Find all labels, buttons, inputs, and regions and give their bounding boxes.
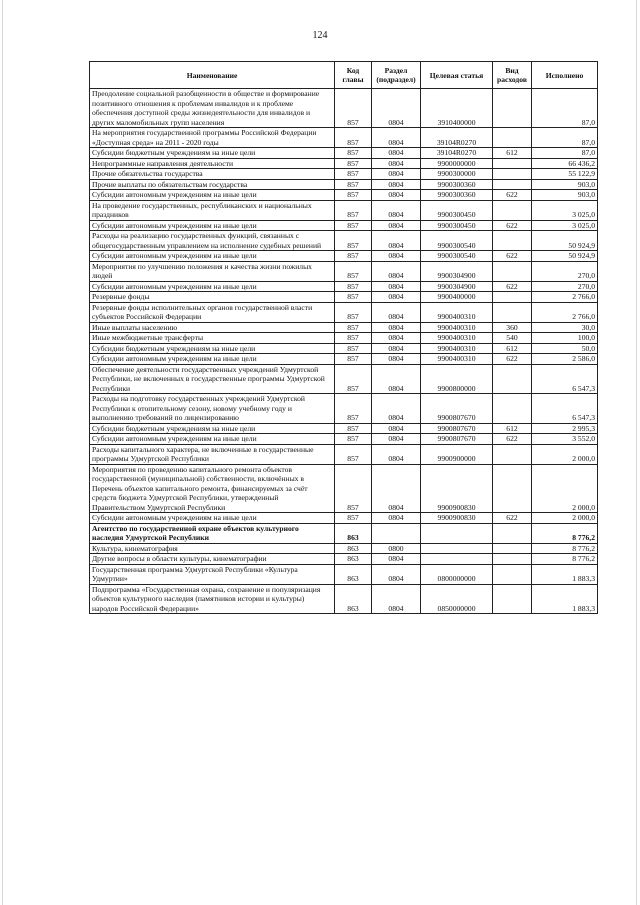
cell-article: 9900304900 <box>421 281 493 292</box>
cell-code: 857 <box>335 89 372 128</box>
cell-type <box>493 292 532 303</box>
table-row <box>90 148 598 159</box>
cell-type <box>493 169 532 180</box>
cell-section: 0804 <box>372 281 421 292</box>
page-number: 124 <box>312 30 328 41</box>
cell-executed: 2 586,0 <box>532 354 598 365</box>
cell-article: 39104R0270 <box>421 128 493 148</box>
cell-name: На мероприятия государственной программы Российской Федерации «Доступная среда» на 2011 - 2020 годы <box>90 128 335 148</box>
cell-code: 863 <box>335 564 372 584</box>
cell-type: 540 <box>493 333 532 344</box>
cell-name: Агентство по государственной охране объектов культурного наследия Удмуртской Республики <box>90 523 335 543</box>
cell-article: 9900800000 <box>421 364 493 394</box>
cell-code: 863 <box>335 543 372 554</box>
cell-section: 0804 <box>372 584 421 614</box>
header-name: Наименование <box>90 62 335 89</box>
cell-executed: 100,0 <box>532 333 598 344</box>
cell-code: 857 <box>335 190 372 201</box>
cell-code: 857 <box>335 261 372 281</box>
cell-name: Субсидии автономным учреждениям на иные цели <box>90 513 335 524</box>
cell-code: 857 <box>335 423 372 434</box>
cell-article: 9900900830 <box>421 464 493 513</box>
cell-type <box>493 523 532 543</box>
cell-section: 0804 <box>372 333 421 344</box>
cell-type: 622 <box>493 513 532 524</box>
table-row <box>90 251 598 262</box>
header-type: Вид расходов <box>493 62 532 89</box>
cell-executed: 3 025,0 <box>532 220 598 231</box>
table-row <box>90 513 598 524</box>
cell-article: 9900400000 <box>421 292 493 303</box>
cell-code: 857 <box>335 231 372 251</box>
cell-code: 857 <box>335 148 372 159</box>
cell-executed: 270,0 <box>532 261 598 281</box>
cell-executed: 270,0 <box>532 281 598 292</box>
cell-executed: 2 995,3 <box>532 423 598 434</box>
cell-type <box>493 564 532 584</box>
cell-name: Прочие обязательства государства <box>90 169 335 180</box>
cell-section: 0804 <box>372 434 421 445</box>
cell-executed: 87,0 <box>532 128 598 148</box>
cell-executed: 6 547,3 <box>532 394 598 424</box>
cell-article: 9900300360 <box>421 190 493 201</box>
cell-type <box>493 584 532 614</box>
cell-name: Резервные фонды <box>90 292 335 303</box>
table-row <box>90 444 598 464</box>
scan-edge-left <box>2 0 3 905</box>
table-row <box>90 354 598 365</box>
cell-section: 0804 <box>372 89 421 128</box>
cell-section: 0804 <box>372 564 421 584</box>
cell-section: 0804 <box>372 220 421 231</box>
cell-code: 857 <box>335 394 372 424</box>
table-row <box>90 554 598 565</box>
cell-executed: 50 924,9 <box>532 251 598 262</box>
cell-code: 863 <box>335 554 372 565</box>
cell-article: 9900400310 <box>421 322 493 333</box>
table-row <box>90 343 598 354</box>
cell-section: 0804 <box>372 190 421 201</box>
cell-code: 863 <box>335 523 372 543</box>
cell-code: 857 <box>335 220 372 231</box>
cell-article: 9900400310 <box>421 302 493 322</box>
header-code: Код главы <box>335 62 372 89</box>
cell-type: 622 <box>493 354 532 365</box>
table-row <box>90 292 598 303</box>
cell-section: 0804 <box>372 394 421 424</box>
cell-section: 0804 <box>372 200 421 220</box>
cell-name: Субсидии автономным учреждениям на иные цели <box>90 251 335 262</box>
cell-name: Иные выплаты населению <box>90 322 335 333</box>
cell-section: 0804 <box>372 128 421 148</box>
cell-executed: 903,0 <box>532 179 598 190</box>
cell-name: Государственная программа Удмуртской Республики «Культура Удмуртии» <box>90 564 335 584</box>
cell-section: 0804 <box>372 444 421 464</box>
cell-type <box>493 543 532 554</box>
cell-executed: 8 776,2 <box>532 554 598 565</box>
cell-article: 9900304900 <box>421 261 493 281</box>
cell-section: 0804 <box>372 354 421 365</box>
table-row <box>90 423 598 434</box>
cell-article: 9900300360 <box>421 179 493 190</box>
cell-type <box>493 200 532 220</box>
table-row <box>90 89 598 128</box>
cell-type: 622 <box>493 281 532 292</box>
cell-code: 857 <box>335 169 372 180</box>
cell-name: Подпрограмма «Государственная охрана, сохранение и популяризация объектов культурного наследия (памятников истории и культуры) народов Российской Федерации» <box>90 584 335 614</box>
cell-type <box>493 89 532 128</box>
cell-executed: 66 436,2 <box>532 158 598 169</box>
cell-type <box>493 444 532 464</box>
cell-name: Иные межбюджетные трансферты <box>90 333 335 344</box>
cell-executed: 87,0 <box>532 89 598 128</box>
table-row <box>90 564 598 584</box>
cell-name: Субсидии автономным учреждениям на иные цели <box>90 190 335 201</box>
cell-code: 857 <box>335 322 372 333</box>
table-row <box>90 364 598 394</box>
cell-section: 0804 <box>372 464 421 513</box>
table-row <box>90 231 598 251</box>
budget-execution-table <box>89 61 598 614</box>
cell-type <box>493 158 532 169</box>
cell-article: 9900000000 <box>421 158 493 169</box>
cell-section: 0800 <box>372 543 421 554</box>
cell-code: 857 <box>335 128 372 148</box>
table-row <box>90 302 598 322</box>
cell-code: 857 <box>335 333 372 344</box>
cell-executed: 3 552,0 <box>532 434 598 445</box>
cell-executed: 50,0 <box>532 343 598 354</box>
cell-name: Субсидии автономным учреждениям на иные цели <box>90 281 335 292</box>
table-row <box>90 394 598 424</box>
cell-name: Непрограммные направления деятельности <box>90 158 335 169</box>
cell-section: 0804 <box>372 364 421 394</box>
cell-name: Прочие выплаты по обязательствам государства <box>90 179 335 190</box>
table-row <box>90 434 598 445</box>
cell-article: 3910400000 <box>421 89 493 128</box>
table-row <box>90 322 598 333</box>
cell-article: 9900807670 <box>421 394 493 424</box>
cell-executed: 8 776,2 <box>532 543 598 554</box>
cell-section: 0804 <box>372 169 421 180</box>
cell-executed: 55 122,9 <box>532 169 598 180</box>
cell-executed: 2 000,0 <box>532 444 598 464</box>
scan-edge-right <box>636 0 637 905</box>
cell-type <box>493 128 532 148</box>
cell-name: Расходы капитального характера, не включенные в государственные программы Удмуртской Республики <box>90 444 335 464</box>
cell-type: 360 <box>493 322 532 333</box>
cell-name: Субсидии бюджетным учреждениям на иные цели <box>90 148 335 159</box>
cell-type: 612 <box>493 423 532 434</box>
cell-executed: 30,0 <box>532 322 598 333</box>
cell-name: Расходы на реализацию государственных функций, связанных с общегосударственным управлением на исполнение судебных решений <box>90 231 335 251</box>
cell-code: 857 <box>335 179 372 190</box>
cell-article: 0850000000 <box>421 584 493 614</box>
table-header-row <box>90 62 598 89</box>
cell-executed: 2 766,0 <box>532 292 598 303</box>
cell-article: 9900300000 <box>421 169 493 180</box>
cell-section: 0804 <box>372 423 421 434</box>
cell-type: 612 <box>493 148 532 159</box>
cell-section <box>372 523 421 543</box>
cell-executed: 50 924,9 <box>532 231 598 251</box>
cell-name: Преодоление социальной разобщенности в обществе и формирование позитивного отношения к проблемам инвалидов и к проблеме обеспечения доступной среды жизнедеятельности для инвалидов и других маломобильных групп населения <box>90 89 335 128</box>
cell-section: 0804 <box>372 251 421 262</box>
table-row <box>90 543 598 554</box>
cell-code: 857 <box>335 302 372 322</box>
cell-name: Субсидии автономным учреждениям на иные цели <box>90 434 335 445</box>
cell-section: 0804 <box>372 513 421 524</box>
table-row <box>90 261 598 281</box>
cell-name: На проведение государственных, республиканских и национальных праздников <box>90 200 335 220</box>
table-body <box>90 89 598 614</box>
table-row <box>90 333 598 344</box>
cell-section: 0804 <box>372 158 421 169</box>
cell-article: 9900900000 <box>421 444 493 464</box>
cell-executed: 6 547,3 <box>532 364 598 394</box>
cell-type: 622 <box>493 220 532 231</box>
cell-article <box>421 543 493 554</box>
cell-article: 9900300450 <box>421 220 493 231</box>
header-article: Целевая статья <box>421 62 493 89</box>
table-row <box>90 281 598 292</box>
cell-executed: 2 000,0 <box>532 464 598 513</box>
cell-article: 9900400310 <box>421 354 493 365</box>
cell-code: 857 <box>335 434 372 445</box>
cell-name: Резервные фонды исполнительных органов государственной власти субъектов Российской Федерации <box>90 302 335 322</box>
cell-article <box>421 554 493 565</box>
cell-type: 612 <box>493 343 532 354</box>
cell-code: 857 <box>335 281 372 292</box>
cell-section: 0804 <box>372 292 421 303</box>
cell-name: Культура, кинематография <box>90 543 335 554</box>
cell-code: 857 <box>335 292 372 303</box>
cell-code: 857 <box>335 343 372 354</box>
cell-type <box>493 302 532 322</box>
cell-code: 857 <box>335 513 372 524</box>
cell-section: 0804 <box>372 554 421 565</box>
cell-name: Другие вопросы в области культуры, кинематографии <box>90 554 335 565</box>
cell-article: 9900807670 <box>421 423 493 434</box>
header-executed: Исполнено <box>532 62 598 89</box>
cell-executed: 903,0 <box>532 190 598 201</box>
cell-type <box>493 394 532 424</box>
cell-section: 0804 <box>372 231 421 251</box>
cell-code: 857 <box>335 444 372 464</box>
cell-type <box>493 179 532 190</box>
cell-article: 9900400310 <box>421 343 493 354</box>
cell-type <box>493 464 532 513</box>
cell-code: 857 <box>335 158 372 169</box>
cell-name: Субсидии бюджетным учреждениям на иные цели <box>90 423 335 434</box>
cell-article: 0800000000 <box>421 564 493 584</box>
cell-article: 9900400310 <box>421 333 493 344</box>
cell-type <box>493 364 532 394</box>
cell-type <box>493 554 532 565</box>
cell-executed: 3 025,0 <box>532 200 598 220</box>
cell-executed: 87,0 <box>532 148 598 159</box>
header-section: Раздел (подраздел) <box>372 62 421 89</box>
cell-name: Обеспечение деятельности государственных учреждений Удмуртской Республики, не включенных в государственные программы Удмуртской Республики <box>90 364 335 394</box>
cell-name: Мероприятия по проведению капитального ремонта объектов государственной (муниципальной) собственности, включённых в Перечень объектов капитального ремонта, финансируемых за счёт средств бюджета Удмуртской Республики, утвержденный Правительством Удмуртской Республики <box>90 464 335 513</box>
cell-executed: 1 883,3 <box>532 564 598 584</box>
table-row <box>90 179 598 190</box>
cell-type: 622 <box>493 190 532 201</box>
cell-section: 0804 <box>372 261 421 281</box>
cell-name: Субсидии бюджетным учреждениям на иные цели <box>90 343 335 354</box>
cell-section: 0804 <box>372 148 421 159</box>
table-row <box>90 220 598 231</box>
cell-article: 39104R0270 <box>421 148 493 159</box>
table-row <box>90 523 598 543</box>
table-row <box>90 128 598 148</box>
cell-type: 622 <box>493 251 532 262</box>
cell-code: 857 <box>335 364 372 394</box>
cell-name: Субсидии автономным учреждениям на иные цели <box>90 354 335 365</box>
cell-article: 9900300540 <box>421 251 493 262</box>
cell-type <box>493 231 532 251</box>
cell-article: 9900900830 <box>421 513 493 524</box>
cell-name: Расходы на подготовку государственных учреждений Удмуртской Республики к отопительному сезону, новому учебному году и выполнению требований по лицензированию <box>90 394 335 424</box>
cell-code: 857 <box>335 354 372 365</box>
cell-article <box>421 523 493 543</box>
cell-executed: 2 766,0 <box>532 302 598 322</box>
table-row <box>90 464 598 513</box>
cell-section: 0804 <box>372 322 421 333</box>
cell-section: 0804 <box>372 302 421 322</box>
cell-executed: 8 776,2 <box>532 523 598 543</box>
cell-type: 622 <box>493 434 532 445</box>
cell-type <box>493 261 532 281</box>
cell-article: 9900300540 <box>421 231 493 251</box>
table-row <box>90 200 598 220</box>
cell-code: 857 <box>335 464 372 513</box>
cell-section: 0804 <box>372 179 421 190</box>
cell-code: 857 <box>335 200 372 220</box>
table-row <box>90 190 598 201</box>
cell-article: 9900300450 <box>421 200 493 220</box>
cell-code: 863 <box>335 584 372 614</box>
cell-executed: 2 000,0 <box>532 513 598 524</box>
table-row <box>90 584 598 614</box>
cell-code: 857 <box>335 251 372 262</box>
cell-name: Мероприятия по улучшению положения и качества жизни пожилых людей <box>90 261 335 281</box>
cell-section: 0804 <box>372 343 421 354</box>
cell-name: Субсидии автономным учреждениям на иные цели <box>90 220 335 231</box>
cell-executed: 1 883,3 <box>532 584 598 614</box>
table-row <box>90 158 598 169</box>
cell-article: 9900807670 <box>421 434 493 445</box>
table-row <box>90 169 598 180</box>
